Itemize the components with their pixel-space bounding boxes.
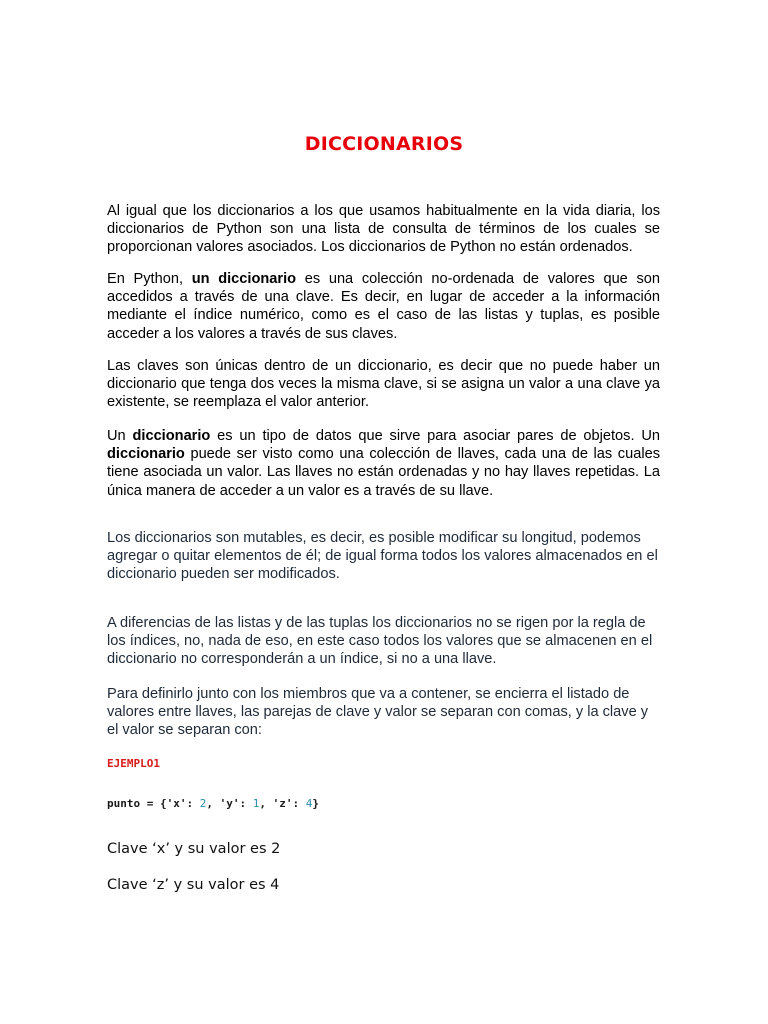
code-token: , — [206, 797, 220, 810]
text-span: puede ser visto como una colección de llaves, cada una de las cuales tiene asociada un valor. Las llaves no están ordenadas y no hay llaves repetidas. La única manera de acceder a un valor es a través de su llave. — [107, 446, 660, 499]
text-span: En Python, — [107, 271, 192, 287]
code-token: : — [186, 797, 200, 810]
note-clave-x: Clave ‘x’ y su valor es 2 — [107, 841, 281, 857]
code-key: 'y' — [219, 797, 240, 810]
paragraph-mutable: Los diccionarios son mutables, es decir, es posible modificar su longitud, podemos agregar o quitar elementos de él; de igual forma todos los valores almacenados en el diccionario pueden ser modificados. — [107, 530, 658, 583]
text-span: es una colección no-ordenada de valores que son accedidos a través de una clave. Es decir, en lugar de acceder a la información mediante el índice numérico, como es el caso de las listas y tuplas, es posible acceder a los valores a través de sus claves. — [107, 271, 661, 342]
code-number: 1 — [252, 797, 260, 810]
code-number: 4 — [305, 797, 313, 810]
code-token: : — [239, 797, 253, 810]
bold-term: un diccionario — [191, 271, 297, 287]
paragraph-definition — [107, 270, 660, 343]
code-number: 2 — [199, 797, 207, 810]
text-span: es un tipo de datos que sirve para asociar pares de objetos. Un — [210, 428, 660, 444]
note-clave-z: Clave ‘z’ y su valor es 4 — [107, 877, 280, 893]
paragraph-data-type — [107, 427, 660, 500]
code-key: 'x' — [166, 797, 187, 810]
paragraph-define: Para definirlo junto con los miembros que va a contener, se encierra el listado de valores entre llaves, las parejas de clave y valor se separan con comas, y la clave y el valor se separan con: — [107, 686, 649, 739]
code-token: } — [312, 797, 319, 810]
example-label: EJEMPLO1 — [107, 757, 160, 770]
code-token: punto = { — [107, 797, 167, 810]
code-snippet — [107, 797, 319, 810]
paragraph-indices: A diferencias de las listas y de las tuplas los diccionarios no se rigen por la regla de los índices, no, nada de eso, en este caso todos los valores que se almacenen en el diccionario no corresponderán a un índice, si no a una llave. — [107, 615, 653, 668]
paragraph-unique-keys: Las claves son únicas dentro de un diccionario, es decir que no puede haber un diccionario que tenga dos veces la misma clave, si se asigna un valor a una clave ya existente, se reemplaza el valor anterior. — [107, 358, 660, 411]
bold-term: diccionario — [107, 446, 185, 463]
code-token: : — [292, 797, 306, 810]
text-span: Un — [107, 428, 133, 444]
code-token: , — [259, 797, 273, 810]
page-title: DICCIONARIOS — [304, 133, 464, 155]
paragraph-intro: Al igual que los diccionarios a los que usamos habitualmente en la vida diaria, los diccionarios de Python son una lista de consulta de términos de los cuales se proporcionan valores asociados. Los diccionarios de Python no están ordenados. — [107, 203, 660, 256]
bold-term: diccionario — [132, 428, 211, 444]
code-key: 'z' — [272, 797, 293, 810]
